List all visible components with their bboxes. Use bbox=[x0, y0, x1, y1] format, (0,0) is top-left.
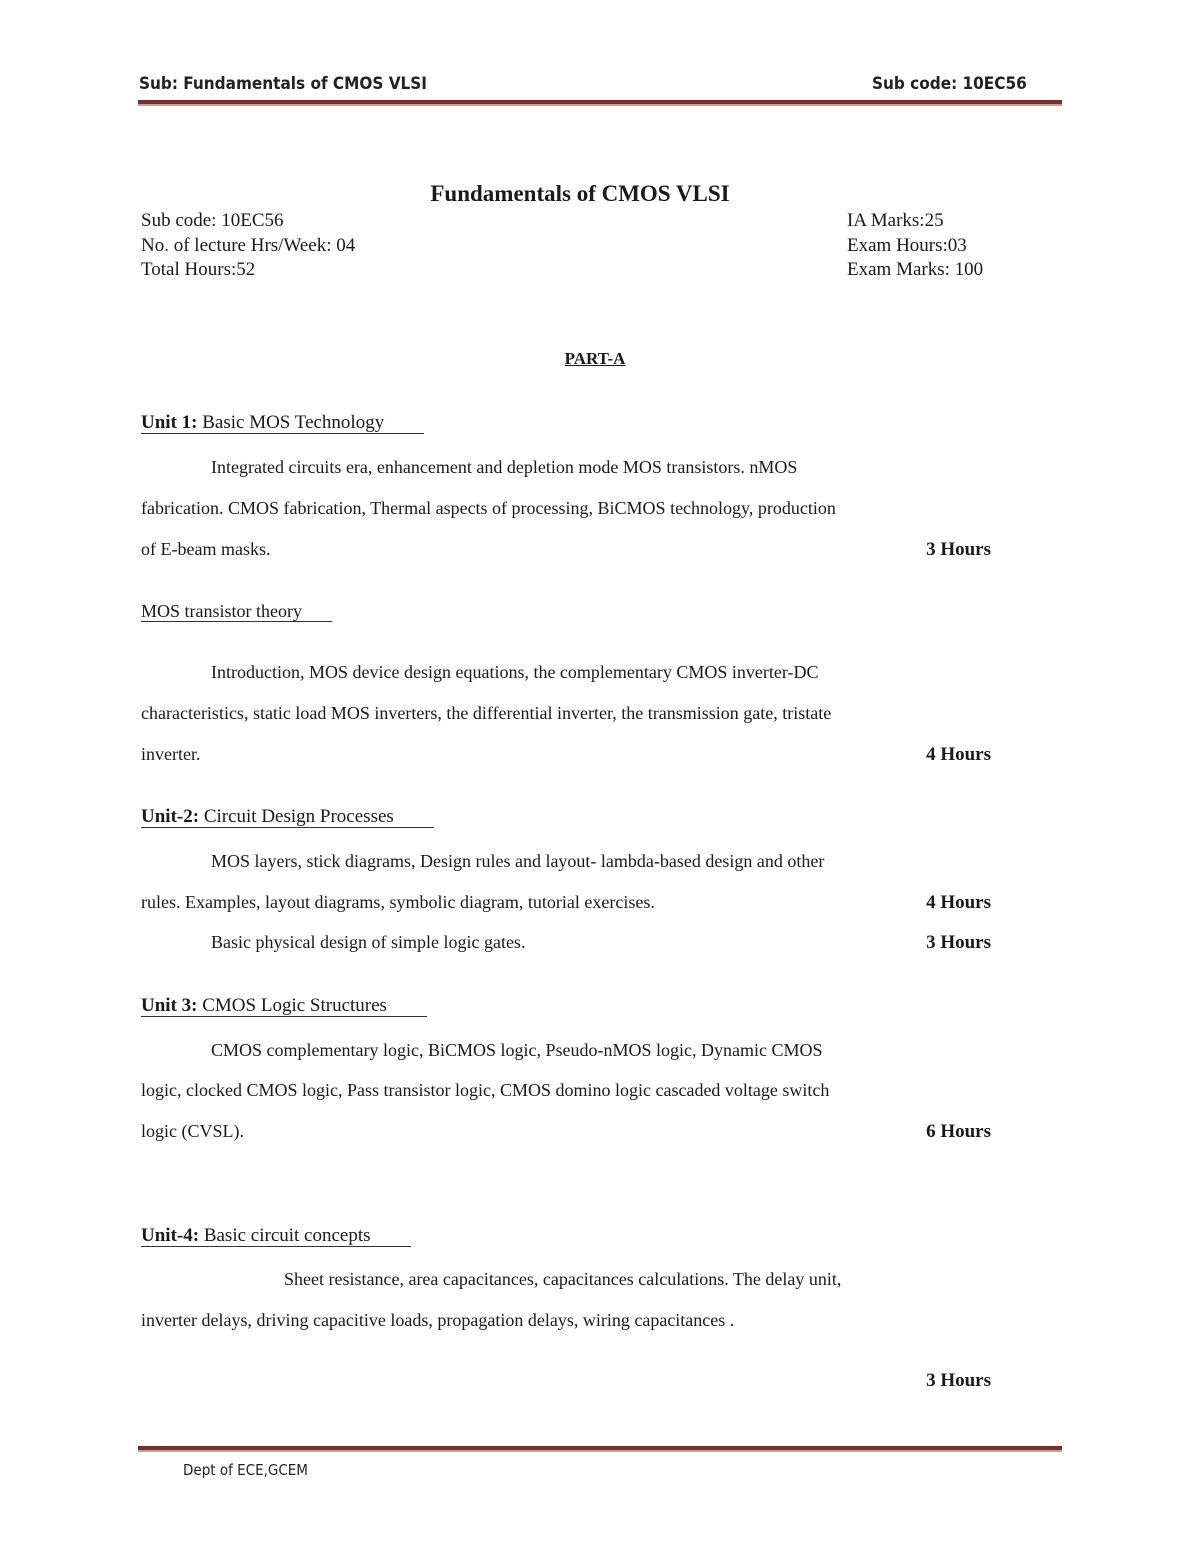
unit2-hours-2: 3 Hours bbox=[926, 932, 991, 953]
unit3-line-2: logic, clocked CMOS logic, Pass transistor logic, CMOS domino logic cascaded voltage switch bbox=[141, 1080, 830, 1100]
header-code: Sub code: 10EC56 bbox=[872, 74, 1027, 94]
unit2-title: Circuit Design Processes bbox=[199, 806, 394, 827]
unit4-number: Unit-4: bbox=[141, 1225, 200, 1246]
mos-theory-hours: 4 Hours bbox=[926, 744, 991, 765]
unit4-heading bbox=[141, 1226, 411, 1247]
unit1-heading bbox=[141, 413, 424, 434]
unit3-line-3: logic (CVSL). bbox=[141, 1121, 244, 1141]
unit4-line-2: inverter delays, driving capacitive loads, propagation delays, wiring capacitances . bbox=[141, 1310, 735, 1330]
unit3-hours: 6 Hours bbox=[926, 1121, 991, 1142]
page-title: Fundamentals of CMOS VLSI bbox=[430, 181, 730, 206]
unit4-hours: 3 Hours bbox=[926, 1370, 991, 1391]
meta-lecture-hrs: No. of lecture Hrs/Week: 04 bbox=[141, 235, 356, 256]
unit3-heading bbox=[141, 996, 427, 1017]
unit4-title: Basic circuit concepts bbox=[199, 1225, 371, 1246]
unit2-line-2: rules. Examples, layout diagrams, symbolic diagram, tutorial exercises. bbox=[141, 892, 655, 912]
header-rule bbox=[138, 100, 1062, 106]
footer-dept: Dept of ECE,GCEM bbox=[183, 1461, 308, 1479]
meta-ia-marks: IA Marks:25 bbox=[847, 210, 944, 231]
footer-rule bbox=[138, 1446, 1062, 1452]
unit2-line-3: Basic physical design of simple logic gates. bbox=[211, 932, 526, 952]
unit1-line-2: fabrication. CMOS fabrication, Thermal aspects of processing, BiCMOS technology, production bbox=[141, 498, 836, 518]
unit3-title: CMOS Logic Structures bbox=[197, 995, 387, 1016]
unit2-hours-1: 4 Hours bbox=[926, 892, 991, 913]
meta-exam-marks: Exam Marks: 100 bbox=[847, 259, 984, 280]
mos-theory-heading: MOS transistor theory bbox=[141, 601, 332, 622]
unit1-hours: 3 Hours bbox=[926, 539, 991, 560]
unit4-line-1: Sheet resistance, area capacitances, capacitances calculations. The delay unit, bbox=[284, 1269, 842, 1289]
part-heading: PART-A bbox=[564, 349, 626, 368]
mos-theory-line-1: Introduction, MOS device design equations, the complementary CMOS inverter-DC bbox=[211, 662, 819, 682]
unit1-title: Basic MOS Technology bbox=[197, 412, 385, 433]
header-subject: Sub: Fundamentals of CMOS VLSI bbox=[139, 74, 427, 94]
unit2-heading bbox=[141, 807, 434, 828]
unit3-line-1: CMOS complementary logic, BiCMOS logic, Pseudo-nMOS logic, Dynamic CMOS bbox=[211, 1040, 823, 1060]
meta-sub-code: Sub code: 10EC56 bbox=[141, 210, 284, 231]
mos-theory-line-2: characteristics, static load MOS inverters, the differential inverter, the transmission gate, tristate bbox=[141, 703, 832, 723]
mos-theory-line-3: inverter. bbox=[141, 744, 201, 764]
unit3-number: Unit 3: bbox=[141, 995, 198, 1016]
meta-exam-hours: Exam Hours:03 bbox=[847, 235, 967, 256]
unit1-number: Unit 1: bbox=[141, 412, 198, 433]
unit2-line-1: MOS layers, stick diagrams, Design rules and layout- lambda-based design and other bbox=[211, 851, 825, 871]
unit1-line-3: of E-beam masks. bbox=[141, 539, 271, 559]
unit1-line-1: Integrated circuits era, enhancement and depletion mode MOS transistors. nMOS bbox=[211, 457, 798, 477]
meta-total-hours: Total Hours:52 bbox=[141, 259, 256, 280]
unit2-number: Unit-2: bbox=[141, 806, 200, 827]
